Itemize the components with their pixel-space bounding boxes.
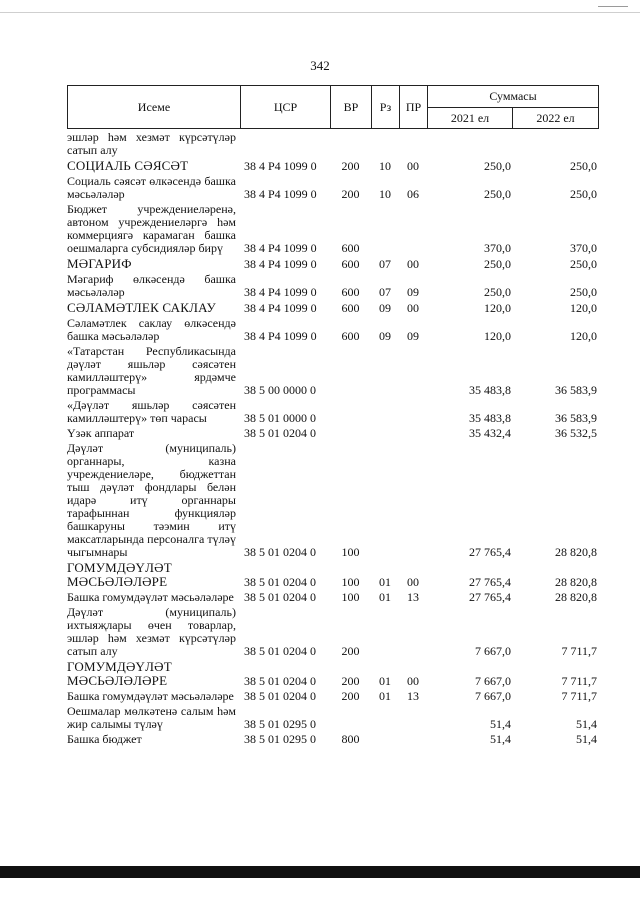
row-sum-2022 bbox=[512, 130, 598, 158]
table-row bbox=[67, 398, 598, 426]
row-sum-2021: 7 667,0 bbox=[475, 674, 511, 688]
row-rz bbox=[371, 398, 399, 426]
row-csr: 38 5 01 0204 0 bbox=[244, 674, 316, 688]
row-name: «Татарстан Республикасында дәүләт яшьләр сәясәтен камилләштерү» ярдәмче программасы bbox=[67, 344, 236, 397]
row-pr: 00 bbox=[407, 301, 419, 315]
row-sum-2021: 27 765,4 bbox=[469, 590, 511, 604]
table-row bbox=[67, 560, 598, 590]
row-pr: 09 bbox=[407, 285, 419, 299]
col-header-csr: ЦСР bbox=[241, 86, 331, 129]
row-rz: 01 bbox=[379, 689, 391, 703]
row-pr: 13 bbox=[407, 689, 419, 703]
row-pr: 00 bbox=[407, 674, 419, 688]
table-row bbox=[67, 202, 598, 256]
row-csr: 38 4 Р4 1099 0 bbox=[244, 241, 317, 255]
row-sum-2022: 51,4 bbox=[576, 732, 597, 746]
row-vr: 100 bbox=[341, 545, 360, 559]
row-vr: 100 bbox=[341, 590, 360, 604]
row-rz: 07 bbox=[379, 257, 391, 271]
row-csr: 38 5 01 0295 0 bbox=[244, 732, 316, 746]
row-rz: 01 bbox=[379, 674, 391, 688]
row-vr: 600 bbox=[341, 329, 360, 343]
row-sum-2022: 28 820,8 bbox=[555, 590, 597, 604]
row-rz: 01 bbox=[379, 575, 391, 589]
row-sum-2021: 27 765,4 bbox=[469, 545, 511, 559]
row-name: Сәламәтлек саклау өлкәсендә башка мәсьәләләр bbox=[67, 316, 236, 343]
row-name: Мәгариф өлкәсендә башка мәсьәләләр bbox=[67, 272, 236, 299]
row-sum-2022: 370,0 bbox=[570, 241, 597, 255]
row-rz bbox=[371, 605, 399, 659]
row-sum-2021: 35 483,8 bbox=[469, 383, 511, 397]
row-csr: 38 5 01 0295 0 bbox=[244, 717, 316, 731]
row-rz: 09 bbox=[379, 329, 391, 343]
page-number: 342 bbox=[310, 58, 330, 73]
table-row bbox=[67, 605, 598, 659]
row-sum-2022: 36 532,5 bbox=[555, 426, 597, 440]
row-csr: 38 5 01 0000 0 bbox=[244, 411, 316, 425]
row-vr bbox=[330, 130, 371, 158]
row-vr bbox=[330, 704, 371, 732]
col-header-2021: 2021 ел bbox=[428, 108, 513, 129]
row-pr bbox=[399, 605, 427, 659]
table-row bbox=[67, 441, 598, 560]
row-name: Дәүләт (муниципаль) ихтыяҗлары өчен товарлар, эшләр һәм хезмәт күрсәтүләр сатып алу bbox=[67, 605, 236, 658]
row-name: эшләр һәм хезмәт күрсәтүләр сатып алу bbox=[67, 130, 236, 157]
row-vr: 800 bbox=[341, 732, 360, 746]
table-row bbox=[67, 272, 598, 300]
row-sum-2022: 250,0 bbox=[570, 257, 597, 271]
row-vr: 600 bbox=[341, 241, 360, 255]
row-sum-2021: 7 667,0 bbox=[475, 644, 511, 658]
row-vr: 200 bbox=[341, 187, 360, 201]
row-csr: 38 4 Р4 1099 0 bbox=[244, 257, 317, 271]
table-row bbox=[67, 316, 598, 344]
row-vr: 100 bbox=[341, 575, 360, 589]
row-rz bbox=[371, 704, 399, 732]
row-rz: 07 bbox=[379, 285, 391, 299]
col-header-name: Исеме bbox=[68, 86, 241, 129]
row-pr: 13 bbox=[407, 590, 419, 604]
row-sum-2022: 250,0 bbox=[570, 159, 597, 173]
row-rz bbox=[371, 202, 399, 256]
row-name: Оешмалар мөлкәтенә салым һәм жир салымы түләү bbox=[67, 704, 236, 731]
table-row bbox=[67, 590, 598, 605]
row-rz: 01 bbox=[379, 590, 391, 604]
row-rz bbox=[371, 344, 399, 398]
row-csr: 38 5 01 0204 0 bbox=[244, 426, 316, 440]
row-sum-2022: 7 711,7 bbox=[561, 674, 597, 688]
row-name: МӘГАРИФ bbox=[67, 256, 132, 271]
row-sum-2022: 36 583,9 bbox=[555, 383, 597, 397]
row-rz bbox=[371, 130, 399, 158]
row-sum-2021: 370,0 bbox=[484, 241, 511, 255]
row-rz: 10 bbox=[379, 187, 391, 201]
table-row bbox=[67, 158, 598, 174]
row-sum-2021: 250,0 bbox=[484, 257, 511, 271]
row-pr bbox=[399, 441, 427, 560]
table-row bbox=[67, 344, 598, 398]
row-sum-2021: 120,0 bbox=[484, 329, 511, 343]
table-row bbox=[67, 659, 598, 689]
row-csr bbox=[240, 130, 330, 158]
col-header-rz: Рз bbox=[372, 86, 400, 129]
col-header-sums: Суммасы bbox=[428, 86, 599, 108]
row-pr bbox=[399, 426, 427, 441]
row-name: ГОМУМДӘҮЛӘТ МӘСЬӘЛӘЛӘРЕ bbox=[67, 659, 172, 688]
scan-top-edge bbox=[0, 12, 640, 13]
row-vr: 200 bbox=[341, 644, 360, 658]
row-sum-2021: 250,0 bbox=[484, 285, 511, 299]
row-name: СОЦИАЛЬ СӘЯСӘТ bbox=[67, 158, 189, 173]
row-rz bbox=[371, 732, 399, 747]
row-csr: 38 4 Р4 1099 0 bbox=[244, 301, 317, 315]
row-name: Үзәк аппарат bbox=[67, 426, 135, 440]
row-vr bbox=[330, 344, 371, 398]
row-sum-2021: 120,0 bbox=[484, 301, 511, 315]
scan-top-mark bbox=[598, 6, 628, 7]
row-csr: 38 5 00 0000 0 bbox=[244, 383, 316, 397]
row-csr: 38 5 01 0204 0 bbox=[244, 644, 316, 658]
row-csr: 38 4 Р4 1099 0 bbox=[244, 159, 317, 173]
row-sum-2022: 250,0 bbox=[570, 285, 597, 299]
table-row bbox=[67, 130, 598, 158]
row-csr: 38 4 Р4 1099 0 bbox=[244, 329, 317, 343]
table-row bbox=[67, 174, 598, 202]
row-sum-2021: 35 432,4 bbox=[469, 426, 511, 440]
row-vr: 200 bbox=[341, 674, 360, 688]
row-csr: 38 5 01 0204 0 bbox=[244, 575, 316, 589]
row-pr: 00 bbox=[407, 257, 419, 271]
row-sum-2022: 7 711,7 bbox=[561, 689, 597, 703]
col-header-2022: 2022 ел bbox=[513, 108, 599, 129]
row-csr: 38 5 01 0204 0 bbox=[244, 590, 316, 604]
row-name: ГОМУМДӘҮЛӘТ МӘСЬӘЛӘЛӘРЕ bbox=[67, 560, 172, 589]
row-name: Башка гомумдәүләт мәсьәләләре bbox=[67, 590, 234, 604]
row-sum-2022: 36 583,9 bbox=[555, 411, 597, 425]
row-name: Башка гомумдәүләт мәсьәләләре bbox=[67, 689, 234, 703]
row-sum-2022: 120,0 bbox=[570, 329, 597, 343]
row-pr: 00 bbox=[407, 575, 419, 589]
row-pr: 06 bbox=[407, 187, 419, 201]
row-name: СӘЛАМӘТЛЕК САКЛАУ bbox=[67, 300, 216, 315]
row-sum-2021 bbox=[427, 130, 512, 158]
row-pr bbox=[399, 130, 427, 158]
row-vr: 200 bbox=[341, 159, 360, 173]
row-sum-2022: 120,0 bbox=[570, 301, 597, 315]
table-row bbox=[67, 300, 598, 316]
row-rz: 10 bbox=[379, 159, 391, 173]
row-name: Башка бюджет bbox=[67, 732, 142, 746]
table-header bbox=[67, 85, 599, 129]
budget-table bbox=[67, 130, 598, 747]
row-csr: 38 5 01 0204 0 bbox=[244, 545, 316, 559]
table-row bbox=[67, 689, 598, 704]
row-sum-2022: 250,0 bbox=[570, 187, 597, 201]
scan-bottom-bar bbox=[0, 866, 640, 878]
table-row bbox=[67, 732, 598, 747]
row-sum-2021: 7 667,0 bbox=[475, 689, 511, 703]
row-name: Бюджет учреждениеләренә, автоном учреждениеләргә һәм коммерциягә карамаган башка оешмаларга субсидияләр бирү bbox=[67, 202, 236, 255]
row-name: «Дәүләт яшьләр сәясәтен камилләштерү» төп чарасы bbox=[67, 398, 236, 425]
row-csr: 38 4 Р4 1099 0 bbox=[244, 285, 317, 299]
row-sum-2021: 35 483,8 bbox=[469, 411, 511, 425]
row-vr: 600 bbox=[341, 285, 360, 299]
row-csr: 38 5 01 0204 0 bbox=[244, 689, 316, 703]
row-pr bbox=[399, 202, 427, 256]
row-name: Дәүләт (муниципаль) органнары, казна учреждениеләре, бюджеттан тыш дәүләт фондлары белән идарә итү органнары тарафыннан функцияләр башкаруны тәэмин итү максатларында персоналга түләү чыгымнары bbox=[67, 441, 236, 559]
row-sum-2021: 250,0 bbox=[484, 187, 511, 201]
row-csr: 38 4 Р4 1099 0 bbox=[244, 187, 317, 201]
row-vr bbox=[330, 398, 371, 426]
row-name: Социаль сәясәт өлкәсендә башка мәсьәләләр bbox=[67, 174, 236, 201]
row-rz: 09 bbox=[379, 301, 391, 315]
row-pr: 09 bbox=[407, 329, 419, 343]
col-header-vr: ВР bbox=[331, 86, 372, 129]
row-sum-2021: 250,0 bbox=[484, 159, 511, 173]
row-vr bbox=[330, 426, 371, 441]
row-pr bbox=[399, 398, 427, 426]
row-pr: 00 bbox=[407, 159, 419, 173]
row-pr bbox=[399, 704, 427, 732]
row-vr: 600 bbox=[341, 257, 360, 271]
row-rz bbox=[371, 441, 399, 560]
row-sum-2021: 51,4 bbox=[490, 717, 511, 731]
table-rows bbox=[67, 130, 598, 747]
row-sum-2021: 27 765,4 bbox=[469, 575, 511, 589]
row-sum-2022: 51,4 bbox=[576, 717, 597, 731]
table-row bbox=[67, 426, 598, 441]
row-pr bbox=[399, 732, 427, 747]
row-sum-2022: 28 820,8 bbox=[555, 545, 597, 559]
row-pr bbox=[399, 344, 427, 398]
col-header-pr: ПР bbox=[400, 86, 428, 129]
row-sum-2021: 51,4 bbox=[490, 732, 511, 746]
row-sum-2022: 28 820,8 bbox=[555, 575, 597, 589]
table-row bbox=[67, 256, 598, 272]
row-rz bbox=[371, 426, 399, 441]
row-sum-2022: 7 711,7 bbox=[561, 644, 597, 658]
row-vr: 600 bbox=[341, 301, 360, 315]
row-vr: 200 bbox=[341, 689, 360, 703]
table-row bbox=[67, 704, 598, 732]
